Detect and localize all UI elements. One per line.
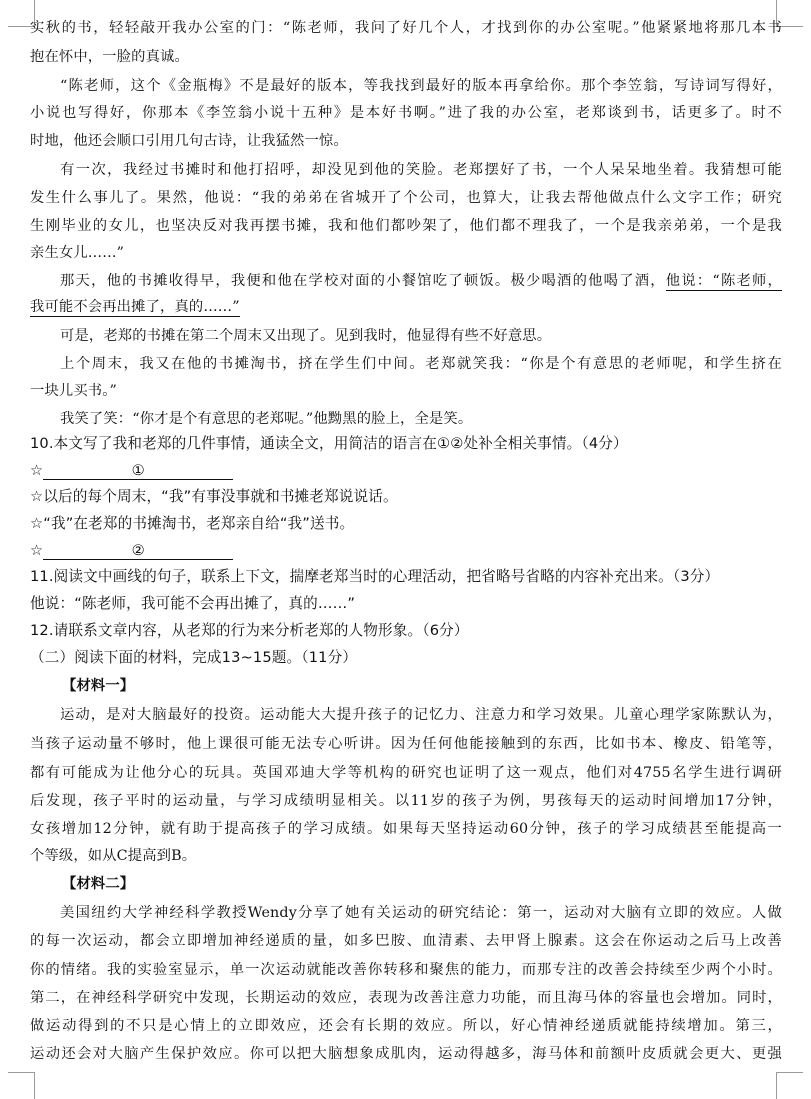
question-12: 12.请联系文章内容，从老郑的行为来分析老郑的人物形象。（6分） — [30, 622, 469, 639]
material-line: 当孩子运动量不够时，他上课很可能无法专心听讲。因为任何他能接触到的东西，比如书本、橡皮、铅笔等， — [30, 736, 782, 752]
story-text: 那天，他的书摊收得早，我便和他在学校对面的小餐馆吃了顿饭。极少喝酒的他喝了酒， — [60, 273, 666, 289]
story-line: 生刚毕业的女儿，也坚决反对我再摆书摊，我和他们都吵架了，他们都不理我了，一个是我亲弟弟，一个是我 — [30, 218, 782, 234]
material-line: 运动，是对大脑最好的投资。运动能大大提升孩子的记忆力、注意力和学习效果。儿童心理学家陈默认为， — [60, 707, 782, 723]
answer-line-2 — [30, 487, 782, 507]
underlined-sentence: 他说：“陈老师， — [665, 273, 782, 289]
material-line: 的每一次运动，都会立即增加神经递质的量，如多巴胺、血清素、去甲肾上腺素。这会在你运动之后马上改善 — [30, 933, 782, 949]
material-line: 后发现，孩子平时的运动量，与学习成绩明显相关。以11岁的孩子为例，男孩每天的运动时间增加17分钟， — [30, 793, 782, 809]
material-line: 都有可能成为让他分心的玩具。英国邓迪大学等机构的研究也证明了这一观点，他们对4755名学生进行调研 — [30, 765, 782, 781]
material-line: 女孩增加12分钟，就有助于提高孩子的学习成绩。如果每天坚持运动60分钟，孩子的学习成绩甚至能提高一 — [30, 821, 782, 837]
answer-line-4 — [30, 541, 782, 561]
story-line: “陈老师，这个《金瓶梅》不是最好的版本，等我找到最好的版本再拿给你。那个李笠翁，写诗词写得好， — [60, 78, 782, 94]
story-line: 实秋的书，轻轻敲开我办公室的门：“陈老师，我问了好几个人，才找到你的办公室呢。”他紧紧地将那几本书 — [30, 20, 782, 36]
question-10: 10.本文写了我和老郑的几件事情，通读全文，用简洁的语言在①②处补全相关事情。（4分） — [30, 435, 628, 452]
crop-mark-bottom-right — [776, 1072, 803, 1099]
story-line: 有一次，我经过书摊时和他打招呼，却没见到他的笑脸。老郑摆好了书，一个人呆呆地坐着。我猜想可能 — [60, 162, 782, 178]
section-heading: （二）阅读下面的材料，完成13~15题。（11分） — [30, 649, 358, 666]
story-line — [60, 271, 782, 291]
answer-line-3 — [30, 514, 782, 534]
story-line — [30, 297, 782, 317]
star-icon: ☆ — [30, 542, 44, 559]
story-line: 上个周末，我又在他的书摊淘书，挤在学生们中间。老郑就笑我：“你是个有意思的老师呢，和学生挤在 — [60, 356, 782, 372]
star-icon: ☆ — [30, 515, 44, 532]
answer-line-1 — [30, 461, 782, 481]
crop-mark-bottom-left — [8, 1072, 35, 1099]
question-11-quote: 他说：“陈老师，我可能不会再出摊了，真的……” — [30, 595, 356, 612]
story-line: 亲生女儿……” — [30, 245, 125, 261]
material-2-title: 【材料二】 — [62, 876, 135, 892]
star-icon: ☆ — [30, 488, 44, 505]
material-line: 个等级，如从C提高到B。 — [30, 848, 197, 864]
question-11: 11.阅读文中画线的句子，联系上下文，揣摩老郑当时的心理活动，把省略号省略的内容补充出来。（3分） — [30, 568, 720, 585]
material-line: 美国纽约大学神经科学教授Wendy分享了她有关运动的研究结论：第一，运动对大脑有立即的效应。人做 — [60, 905, 782, 921]
material-line: 第二，在神经科学研究中发现，长期运动的效应，表现为改善注意力功能，而且海马体的容量也会增加。同时， — [30, 990, 782, 1006]
story-line: 我笑了笑：“你才是个有意思的老郑呢。”他黝黑的脸上，全是笑。 — [60, 411, 473, 427]
story-line: 可是，老郑的书摊在第二个周末又出现了。见到我时，他显得有些不好意思。 — [60, 328, 552, 344]
story-line: 发生什么事儿了。果然，他说：“我的弟弟在省城开了个公司，也算大，让我去帮他做点什么文字工作；研究 — [30, 190, 782, 206]
answer-blank-2[interactable]: ② — [43, 542, 233, 560]
material-line: 做运动得到的不只是心情上的立即效应，还会有长期的效应。所以，好心情神经递质就能持续增加。第三， — [30, 1018, 782, 1034]
story-line: 小说也写得好，你那本《李笠翁小说十五种》是本好书啊。”进了我的办公室，老郑谈到书，话更多了。时不 — [30, 105, 782, 121]
answer-text: “我”在老郑的书摊淘书，老郑亲自给“我”送书。 — [43, 515, 355, 532]
story-line: 一块儿买书。” — [30, 383, 117, 399]
underlined-sentence: 我可能不会再出摊了，真的……” — [30, 299, 240, 315]
answer-text: 以后的每个周末，“我”有事没事就和书摊老郑说说话。 — [43, 488, 398, 505]
material-1-title: 【材料一】 — [62, 678, 135, 694]
answer-blank-1[interactable]: ① — [43, 462, 233, 480]
material-line: 运动还会对大脑产生保护效应。你可以把大脑想象成肌肉，运动得越多，海马体和前额叶皮质就会更大、更强 — [30, 1046, 782, 1062]
material-line: 你的情绪。我的实验室显示，单一次运动就能改善你转移和聚焦的能力，而那专注的改善会持续至少两个小时。 — [30, 962, 782, 978]
story-line: 抱在怀中，一脸的真诚。 — [30, 49, 189, 65]
story-line: 时地，他还会顺口引用几句古诗，让我猛然一惊。 — [30, 133, 348, 149]
star-icon: ☆ — [30, 462, 44, 479]
